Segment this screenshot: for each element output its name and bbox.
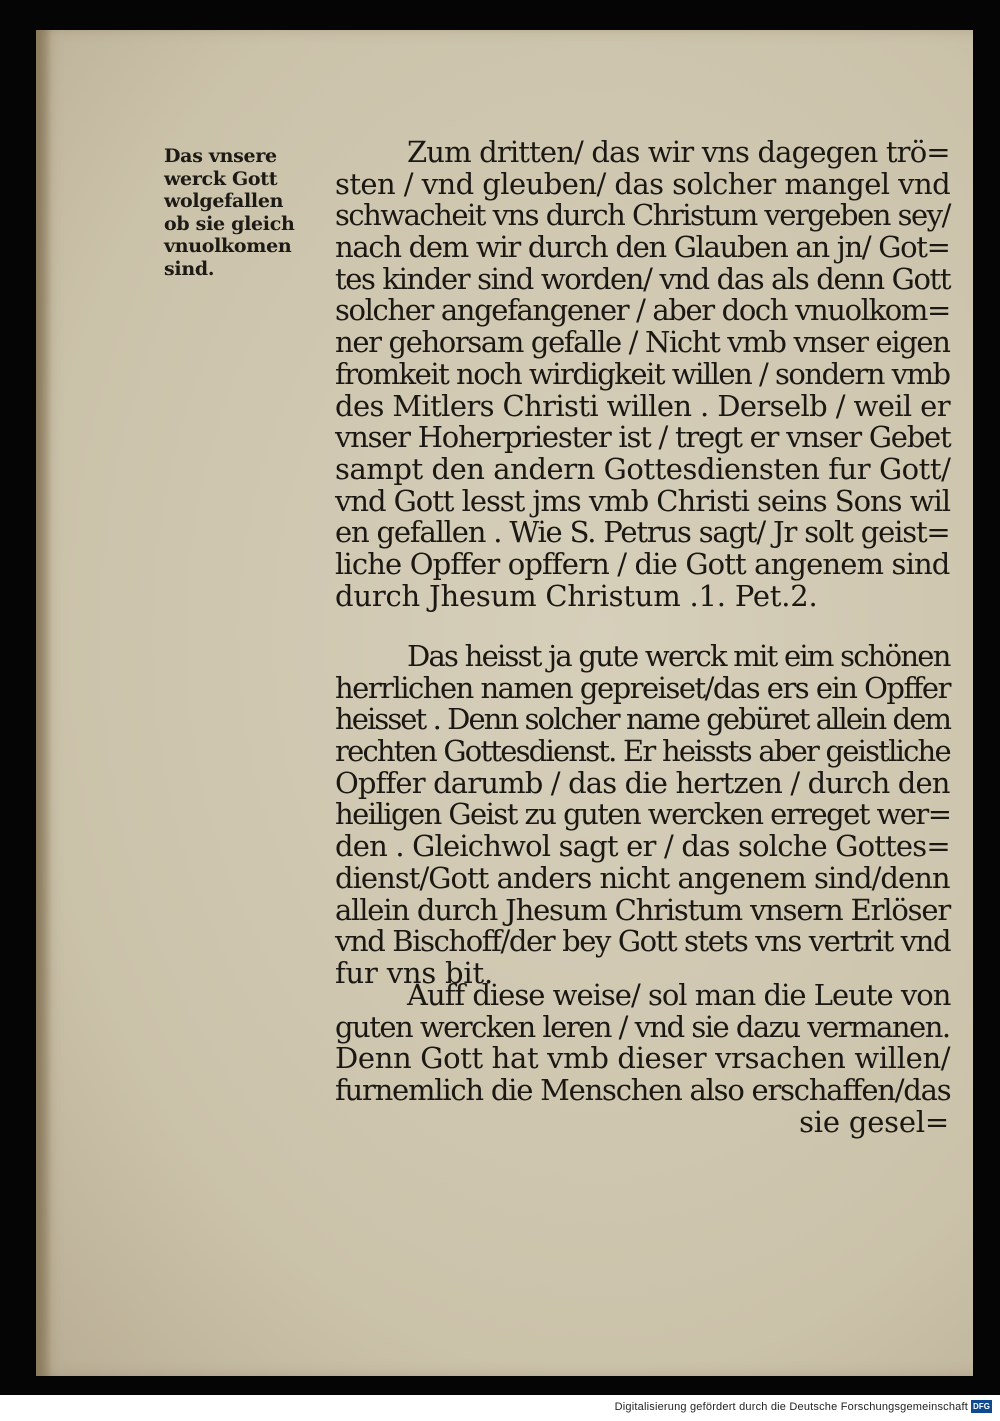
text-line: vnser Hoherpriester ist / tregt er vnser Gebet	[335, 420, 951, 455]
text-line: sten / vnd gleuben/ das solcher mangel vnd	[335, 166, 951, 201]
text-line: solcher angefangener / aber doch vnuolkom=	[335, 293, 950, 328]
marginal-note-line: sind.	[164, 257, 215, 280]
text-line: Zum dritten/ das wir vns dagegen trö=	[407, 135, 950, 169]
paragraph-3	[335, 980, 955, 1138]
funding-credit: Digitalisierung gefördert durch die Deutsche Forschungsgemeinschaft	[614, 1401, 968, 1413]
text-line: Das heisst ja gute werck mit eim schönen	[407, 639, 950, 673]
text-line: heiligen Geist zu guten wercken erreget wer=	[335, 797, 951, 832]
text-line: tes kinder sind worden/ vnd das als denn Gott	[335, 261, 951, 296]
text-line: rechten Gottesdienst. Er heissts aber geistliche	[335, 734, 950, 769]
text-line: en gefallen . Wie S. Petrus sagt/ Jr solt geist=	[335, 515, 950, 550]
marginal-note	[164, 145, 324, 280]
marginal-note-line: ob sie gleich	[164, 212, 295, 235]
text-line: furnemlich die Menschen also erschaffen/das	[335, 1073, 951, 1108]
text-line: sampt den andern Gottesdiensten fur Gott/	[335, 451, 951, 486]
text-line: Denn Gott hat vmb dieser vrsachen willen/	[335, 1041, 951, 1076]
page-gutter	[36, 30, 52, 1376]
text-line: den . Gleichwol sagt er / das solche Gottes=	[335, 829, 950, 864]
text-line: guten wercken leren / vnd sie dazu vermanen.	[335, 1009, 950, 1044]
text-line: allein durch Jhesum Christum vnsern Erlöser	[335, 892, 951, 927]
text-line: vnd Bischoff/der bey Gott stets vns vertrit vnd	[335, 924, 951, 959]
paragraph-2	[335, 641, 955, 990]
marginal-note-line: vnuolkomen	[164, 235, 292, 257]
text-line: durch Jhesum Christum .1. Pet.2.	[335, 578, 818, 613]
dfg-logo: DFG	[971, 1400, 992, 1413]
marginal-note-line: Das vnsere	[164, 145, 277, 167]
text-line: vnd Gott lesst jms vmb Christi seins Sons wil	[335, 483, 950, 518]
text-line: nach dem wir durch den Glauben an jn/ Got=	[335, 230, 950, 265]
marginal-note-line: wolgefallen	[164, 190, 284, 212]
text-line: fur vns bit.	[335, 955, 493, 990]
paragraph-1	[335, 137, 955, 612]
marginal-note-line: werck Gott	[164, 167, 278, 190]
footer-bar	[0, 1395, 1000, 1421]
text-line: Opffer darumb / das die hertzen / durch den	[335, 765, 950, 800]
text-line: herrlichen namen gepreiset/das ers ein Opffer	[335, 670, 950, 705]
text-line: fromkeit noch wirdigkeit willen / sondern vmb	[335, 356, 950, 391]
text-line: schwacheit vns durch Christum vergeben sey/	[335, 198, 950, 233]
text-line: des Mitlers Christi willen . Derselb / weil er	[335, 388, 950, 423]
text-line: dienst/Gott anders nicht angenem sind/denn	[335, 860, 950, 895]
text-line: heisset . Denn solcher name gebüret allein dem	[335, 702, 951, 737]
text-line: Auff diese weise/ sol man die Leute von	[407, 978, 951, 1012]
catchword: sie gesel=	[799, 1104, 949, 1139]
text-line: liche Opffer opffern / die Gott angenem sind	[335, 546, 950, 581]
text-line: ner gehorsam gefalle / Nicht vmb vnser eigen	[335, 325, 950, 360]
